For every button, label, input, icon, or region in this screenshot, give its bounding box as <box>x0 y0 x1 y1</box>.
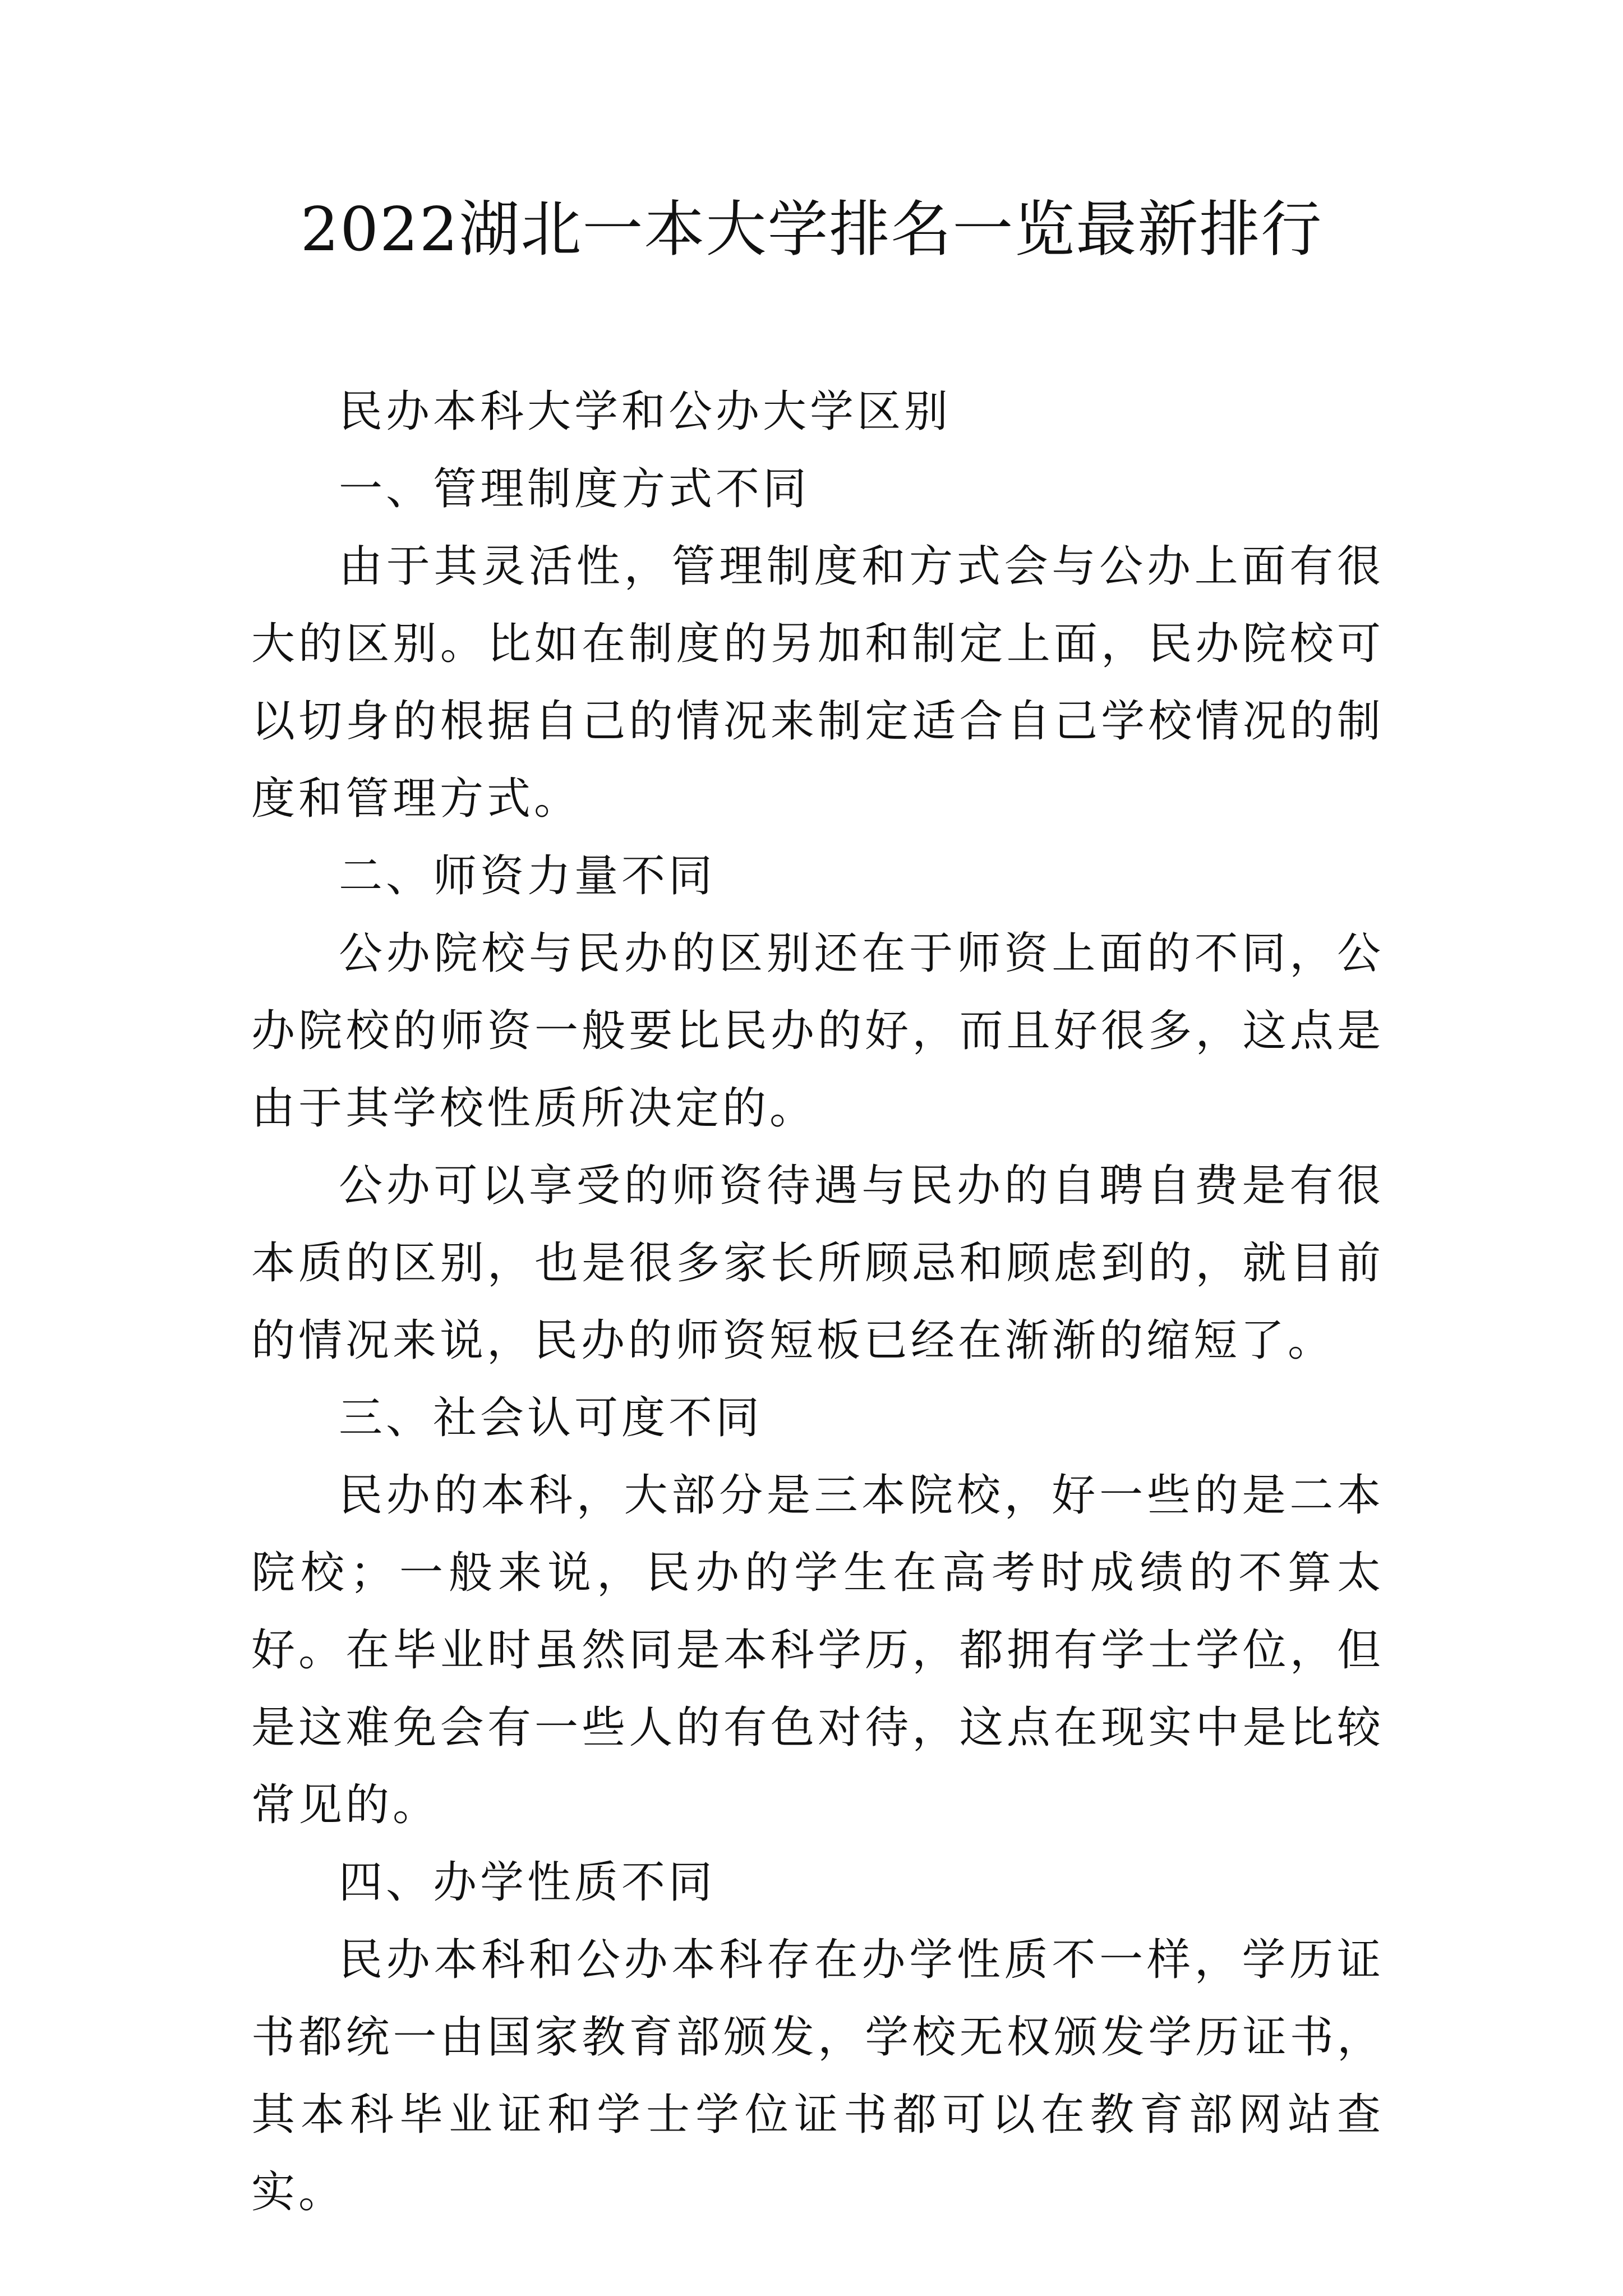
body-paragraph: 公办可以享受的师资待遇与民办的自聘自费是有很本质的区别，也是很多家长所顾忌和顾虑到的，就目前的情况来说，民办的师资短板已经在渐渐的缩短了。 <box>251 1161 1384 1366</box>
section-heading-intro: 民办本科大学和公办大学区别 <box>339 386 952 437</box>
body-paragraph: 公办院校与民办的区别还在于师资上面的不同，公办院校的师资一般要比民办的好，而且好很多，这点是由于其学校性质所决定的。 <box>251 928 1384 1134</box>
section-heading-4: 四、办学性质不同 <box>339 1857 716 1908</box>
body-paragraph: 由于其灵活性，管理制度和方式会与公办上面有很大的区别。比如在制度的另加和制定上面，民办院校可以切身的根据自己的情况来制定适合自己学校情况的制度和管理方式。 <box>251 541 1384 824</box>
section-heading-2: 二、师资力量不同 <box>339 851 716 901</box>
body-paragraph: 民办的本科，大部分是三本院校，好一些的是二本院校；一般来说，民办的学生在高考时成绩的不算太好。在毕业时虽然同是本科学历，都拥有学士学位，但是这难免会有一些人的有色对待，这点在现实中是比较常见的。 <box>251 1470 1384 1830</box>
document-body <box>251 373 1384 2231</box>
section-heading-1: 一、管理制度方式不同 <box>339 464 810 514</box>
document-title: 2022湖北一本大学排名一览最新排行 <box>300 195 1323 265</box>
body-paragraph: 民办本科和公办本科存在办学性质不一样，学历证书都统一由国家教育部颁发，学校无权颁发学历证书，其本科毕业证和学士学位证书都可以在教育部网站查实。 <box>251 1935 1384 2217</box>
section-heading-3: 三、社会认可度不同 <box>339 1393 763 1443</box>
